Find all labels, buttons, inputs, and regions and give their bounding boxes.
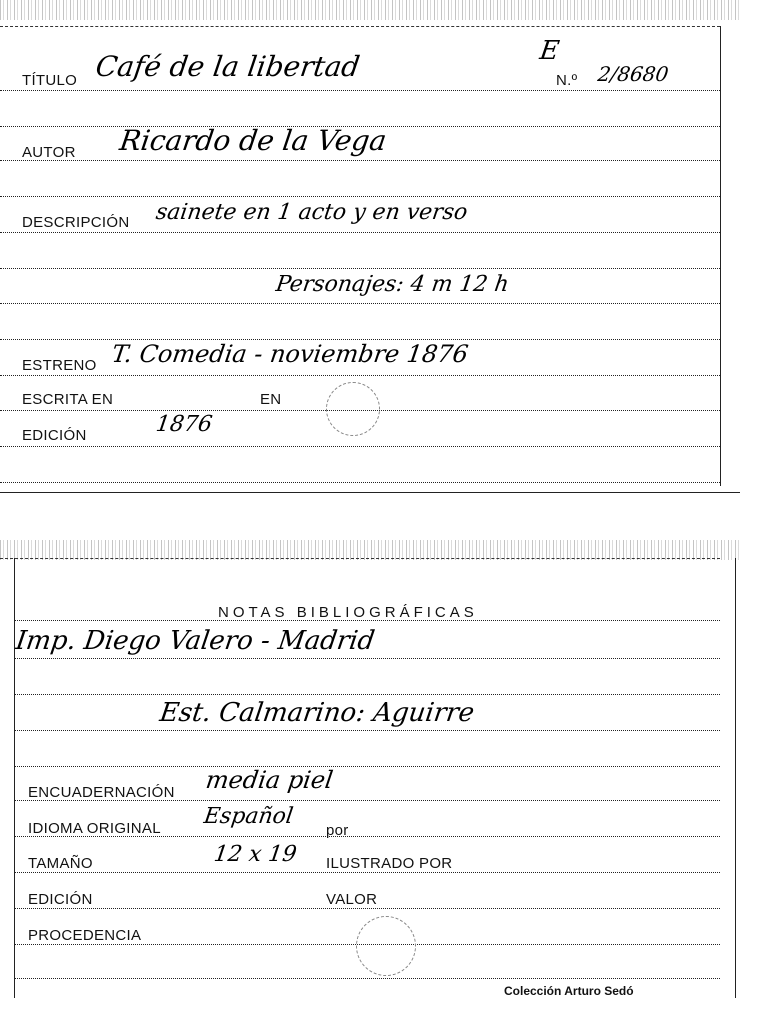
rule: [14, 872, 720, 873]
descripcion-extra: Personajes: 4 m 12 h: [274, 272, 511, 297]
estreno-value: T. Comedia - noviembre 1876: [110, 340, 471, 368]
right-border: [735, 558, 736, 998]
card-edge: [0, 558, 720, 559]
right-border: [720, 26, 721, 486]
rule: [14, 766, 720, 767]
catalog-letter: E: [537, 36, 562, 66]
rule: [0, 160, 720, 161]
rule: [0, 303, 720, 304]
card-edge: [0, 26, 720, 27]
card-bottom-edge: [0, 492, 740, 493]
idioma-value: Español: [202, 804, 295, 829]
tamano-label: TAMAÑO: [28, 855, 93, 872]
descripcion-label: DESCRIPCIÓN: [22, 214, 130, 231]
procedencia-label: PROCEDENCIA: [28, 927, 142, 944]
autor-value: Ricardo de la Vega: [117, 124, 389, 157]
note-line-1: Imp. Diego Valero - Madrid: [13, 626, 377, 656]
catalog-number-value: 2/8680: [596, 62, 671, 86]
idioma-label: IDIOMA ORIGINAL: [28, 820, 161, 837]
edicion-value: 1876: [154, 412, 214, 437]
rule: [14, 730, 720, 731]
rule: [14, 978, 720, 979]
tamano-value: 12 x 19: [212, 842, 299, 867]
rule: [0, 90, 720, 91]
rule: [0, 232, 720, 233]
punch-hole: [356, 916, 416, 976]
valor-label: VALOR: [326, 891, 378, 908]
escrita-en-label: EN: [260, 391, 282, 408]
left-border: [14, 558, 15, 998]
estreno-label: ESTRENO: [22, 357, 97, 374]
encuadernacion-value: media piel: [204, 766, 335, 794]
ilustrado-label: ILUSTRADO POR: [326, 855, 453, 872]
rule: [0, 446, 720, 447]
descripcion-value: sainete en 1 acto y en verso: [154, 200, 470, 225]
paper-texture: [0, 0, 740, 20]
rule: [0, 482, 720, 483]
encuadernacion-label: ENCUADERNACIÓN: [28, 784, 175, 801]
rule: [14, 694, 720, 695]
rule: [0, 375, 720, 376]
card-back: [0, 540, 740, 1010]
catalog-number-label: N.º: [556, 72, 578, 89]
edicion-label: EDICIÓN: [28, 891, 93, 908]
titulo-label: TÍTULO: [22, 72, 78, 89]
paper-texture: [0, 540, 740, 560]
edicion-label: EDICIÓN: [22, 427, 87, 444]
rule: [14, 908, 720, 909]
notas-heading: NOTAS BIBLIOGRÁFICAS: [218, 604, 478, 621]
rule: [14, 658, 720, 659]
rule: [0, 196, 720, 197]
card-front: [0, 0, 740, 495]
rule: [14, 620, 720, 621]
autor-label: AUTOR: [22, 144, 76, 161]
rule: [0, 268, 720, 269]
escrita-label: ESCRITA EN: [22, 391, 114, 408]
punch-hole: [326, 382, 380, 436]
idioma-por-label: por: [326, 822, 349, 839]
note-line-2: Est. Calmarino: Aguirre: [157, 698, 477, 728]
titulo-value: Café de la libertad: [93, 50, 362, 83]
collection-credit: Colección Arturo Sedó: [504, 984, 634, 998]
